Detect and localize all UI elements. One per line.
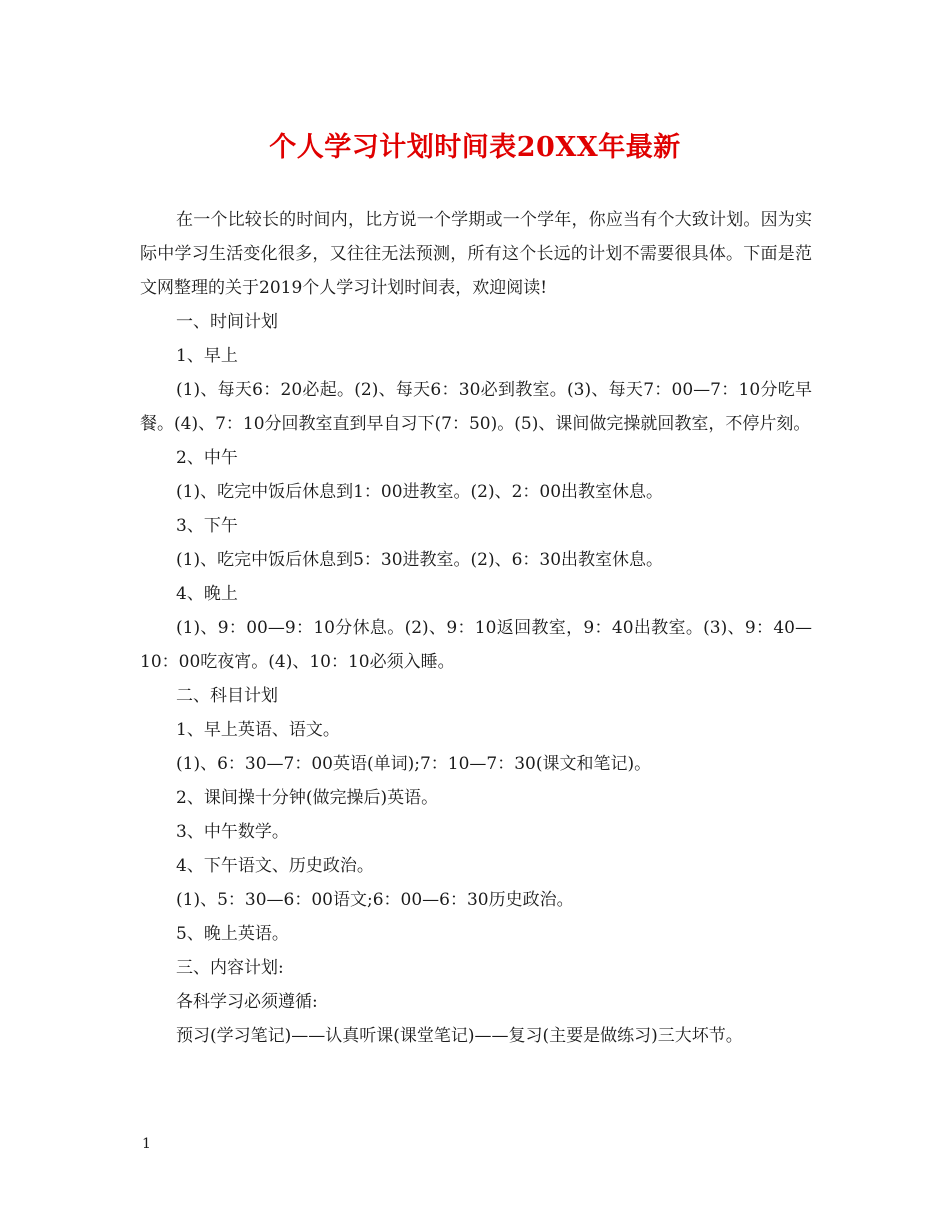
subject-item-morning: 1、早上英语、语文。 [176,720,340,740]
morning-schedule: (1)、每天6：20必起。(2)、每天6：30必到教室。(3)、每天7：00—7：10分吃早餐。(4)、7：10分回教室直到早自习下(7：50)。(5)、课间做完操就回教室，不停片刻。 [140,380,812,434]
section-heading-time-plan: 一、时间计划 [176,312,278,332]
noon-schedule: (1)、吃完中饭后休息到1：00进教室。(2)、2：00出教室休息。 [176,482,664,502]
subject-item-noon: 3、中午数学。 [176,822,289,842]
subject-afternoon-detail: (1)、5：30—6：00语文;6：00—6：30历史政治。 [176,890,574,910]
page-number: 1 [142,1136,151,1152]
subheading-afternoon: 3、下午 [176,516,238,536]
section-heading-content-plan: 三、内容计划: [176,958,284,978]
intro-paragraph: 在一个比较长的时间内，比方说一个学期或一个学年，你应当有个大致计划。因为实际中学习生活变化很多，又往往无法预测，所有这个长远的计划不需要很具体。下面是范文网整理的关于2019个人学习计划时间表，欢迎阅读! [140,210,812,298]
subject-item-afternoon: 4、下午语文、历史政治。 [176,856,374,876]
document-title: 个人学习计划时间表20XX年最新 [269,132,681,163]
afternoon-schedule: (1)、吃完中饭后休息到5：30进教室。(2)、6：30出教室休息。 [176,550,664,570]
section-heading-subject-plan: 二、科目计划 [176,686,278,706]
subheading-noon: 2、中午 [176,448,238,468]
evening-schedule: (1)、9：00—9：10分休息。(2)、9：10返回教室，9：40出教室。(3)、9：40—10：00吃夜宵。(4)、10：10必须入睡。 [140,618,812,672]
subheading-evening: 4、晚上 [176,584,238,604]
content-rule-intro: 各科学习必须遵循: [176,992,318,1012]
subheading-morning: 1、早上 [176,346,238,366]
subject-item-evening: 5、晚上英语。 [176,924,289,944]
content-rule-steps: 预习(学习笔记)——认真听课(课堂笔记)——复习(主要是做练习)三大坏节。 [176,1026,743,1046]
document-body [140,203,812,1053]
subject-item-break: 2、课间操十分钟(做完操后)英语。 [176,788,439,808]
subject-morning-detail: (1)、6：30—7：00英语(单词);7：10—7：30(课文和笔记)。 [176,754,652,774]
